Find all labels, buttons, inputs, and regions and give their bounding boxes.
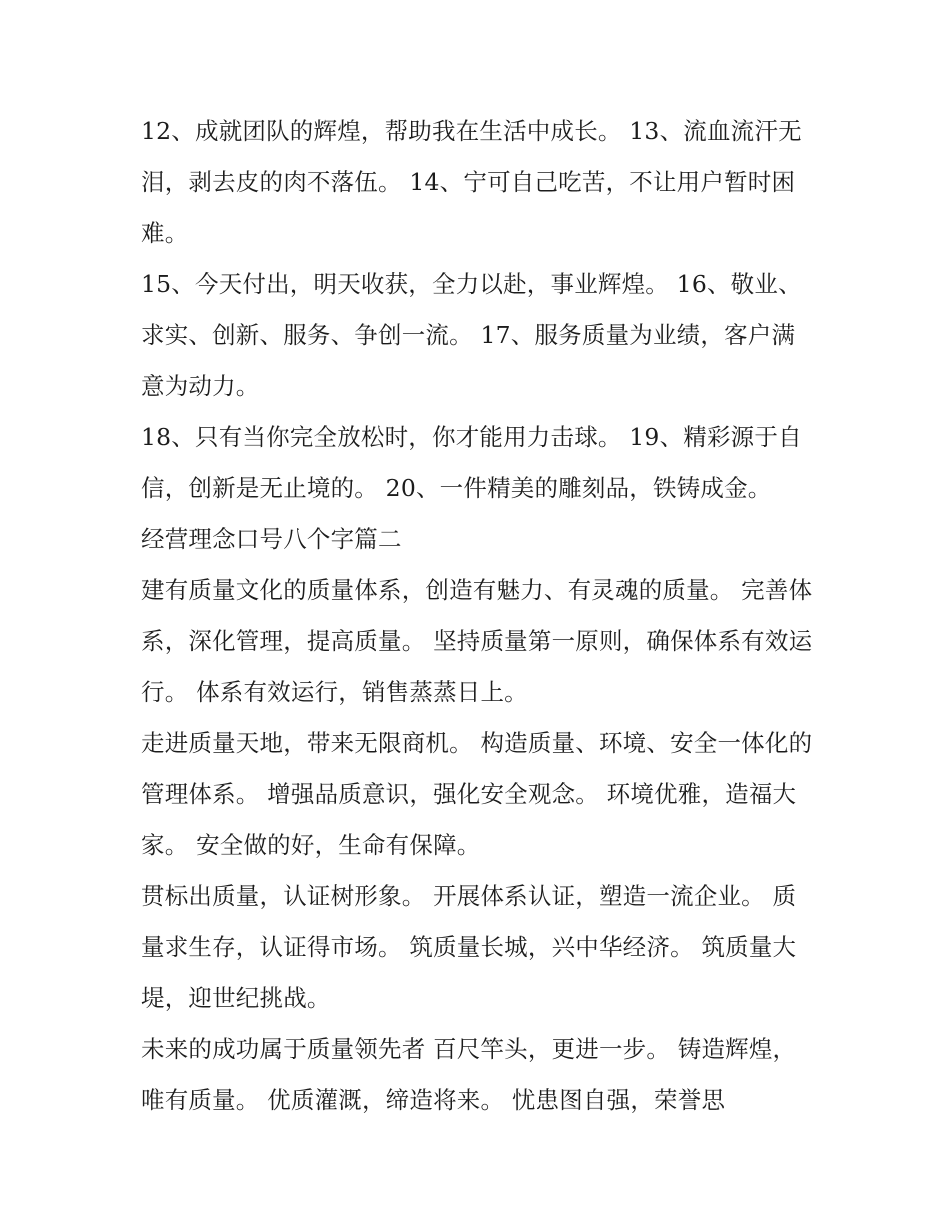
paragraph-slogans-18-20: 18、只有当你完全放松时，你才能用力击球。 19、精彩源于自信，创新是无止境的。 20、一件精美的雕刻品，铁铸成金。 bbox=[141, 423, 802, 502]
paragraph-future-success: 未来的成功属于质量领先者 百尺竿头，更进一步。 铸造辉煌，唯有质量。 优质灌溉，缔造将来。 忧患图自强，荣誉思 bbox=[141, 1035, 797, 1114]
paragraph-slogans-12-14: 12、成就团队的辉煌，帮助我在生活中成长。 13、流血流汗无泪，剥去皮的肉不落伍。 14、宁可自己吃苦，不让用户暂时困难。 bbox=[141, 117, 802, 247]
paragraph-quality-world: 走进质量天地，带来无限商机。 构造质量、环境、安全一体化的管理体系。 增强品质意识，强化安全观念。 环境优雅，造福大家。 安全做的好，生命有保障。 bbox=[141, 729, 813, 859]
paragraph-slogans-15-17: 15、今天付出，明天收获，全力以赴，事业辉煌。 16、敬业、求实、创新、服务、争创一流。 17、服务质量为业绩，客户满意为动力。 bbox=[141, 270, 802, 400]
paragraph-certification: 贯标出质量，认证树形象。 开展体系认证，塑造一流企业。 质量求生存，认证得市场。 筑质量长城，兴中华经济。 筑质量大堤，迎世纪挑战。 bbox=[141, 882, 797, 1012]
document-body bbox=[141, 106, 813, 1126]
paragraph-quality-system: 建有质量文化的质量体系，创造有魅力、有灵魂的质量。 完善体系，深化管理，提高质量。 坚持质量第一原则，确保体系有效运行。 体系有效运行，销售蒸蒸日上。 bbox=[141, 576, 813, 706]
section-heading: 经营理念口号八个字篇二 bbox=[141, 525, 402, 553]
